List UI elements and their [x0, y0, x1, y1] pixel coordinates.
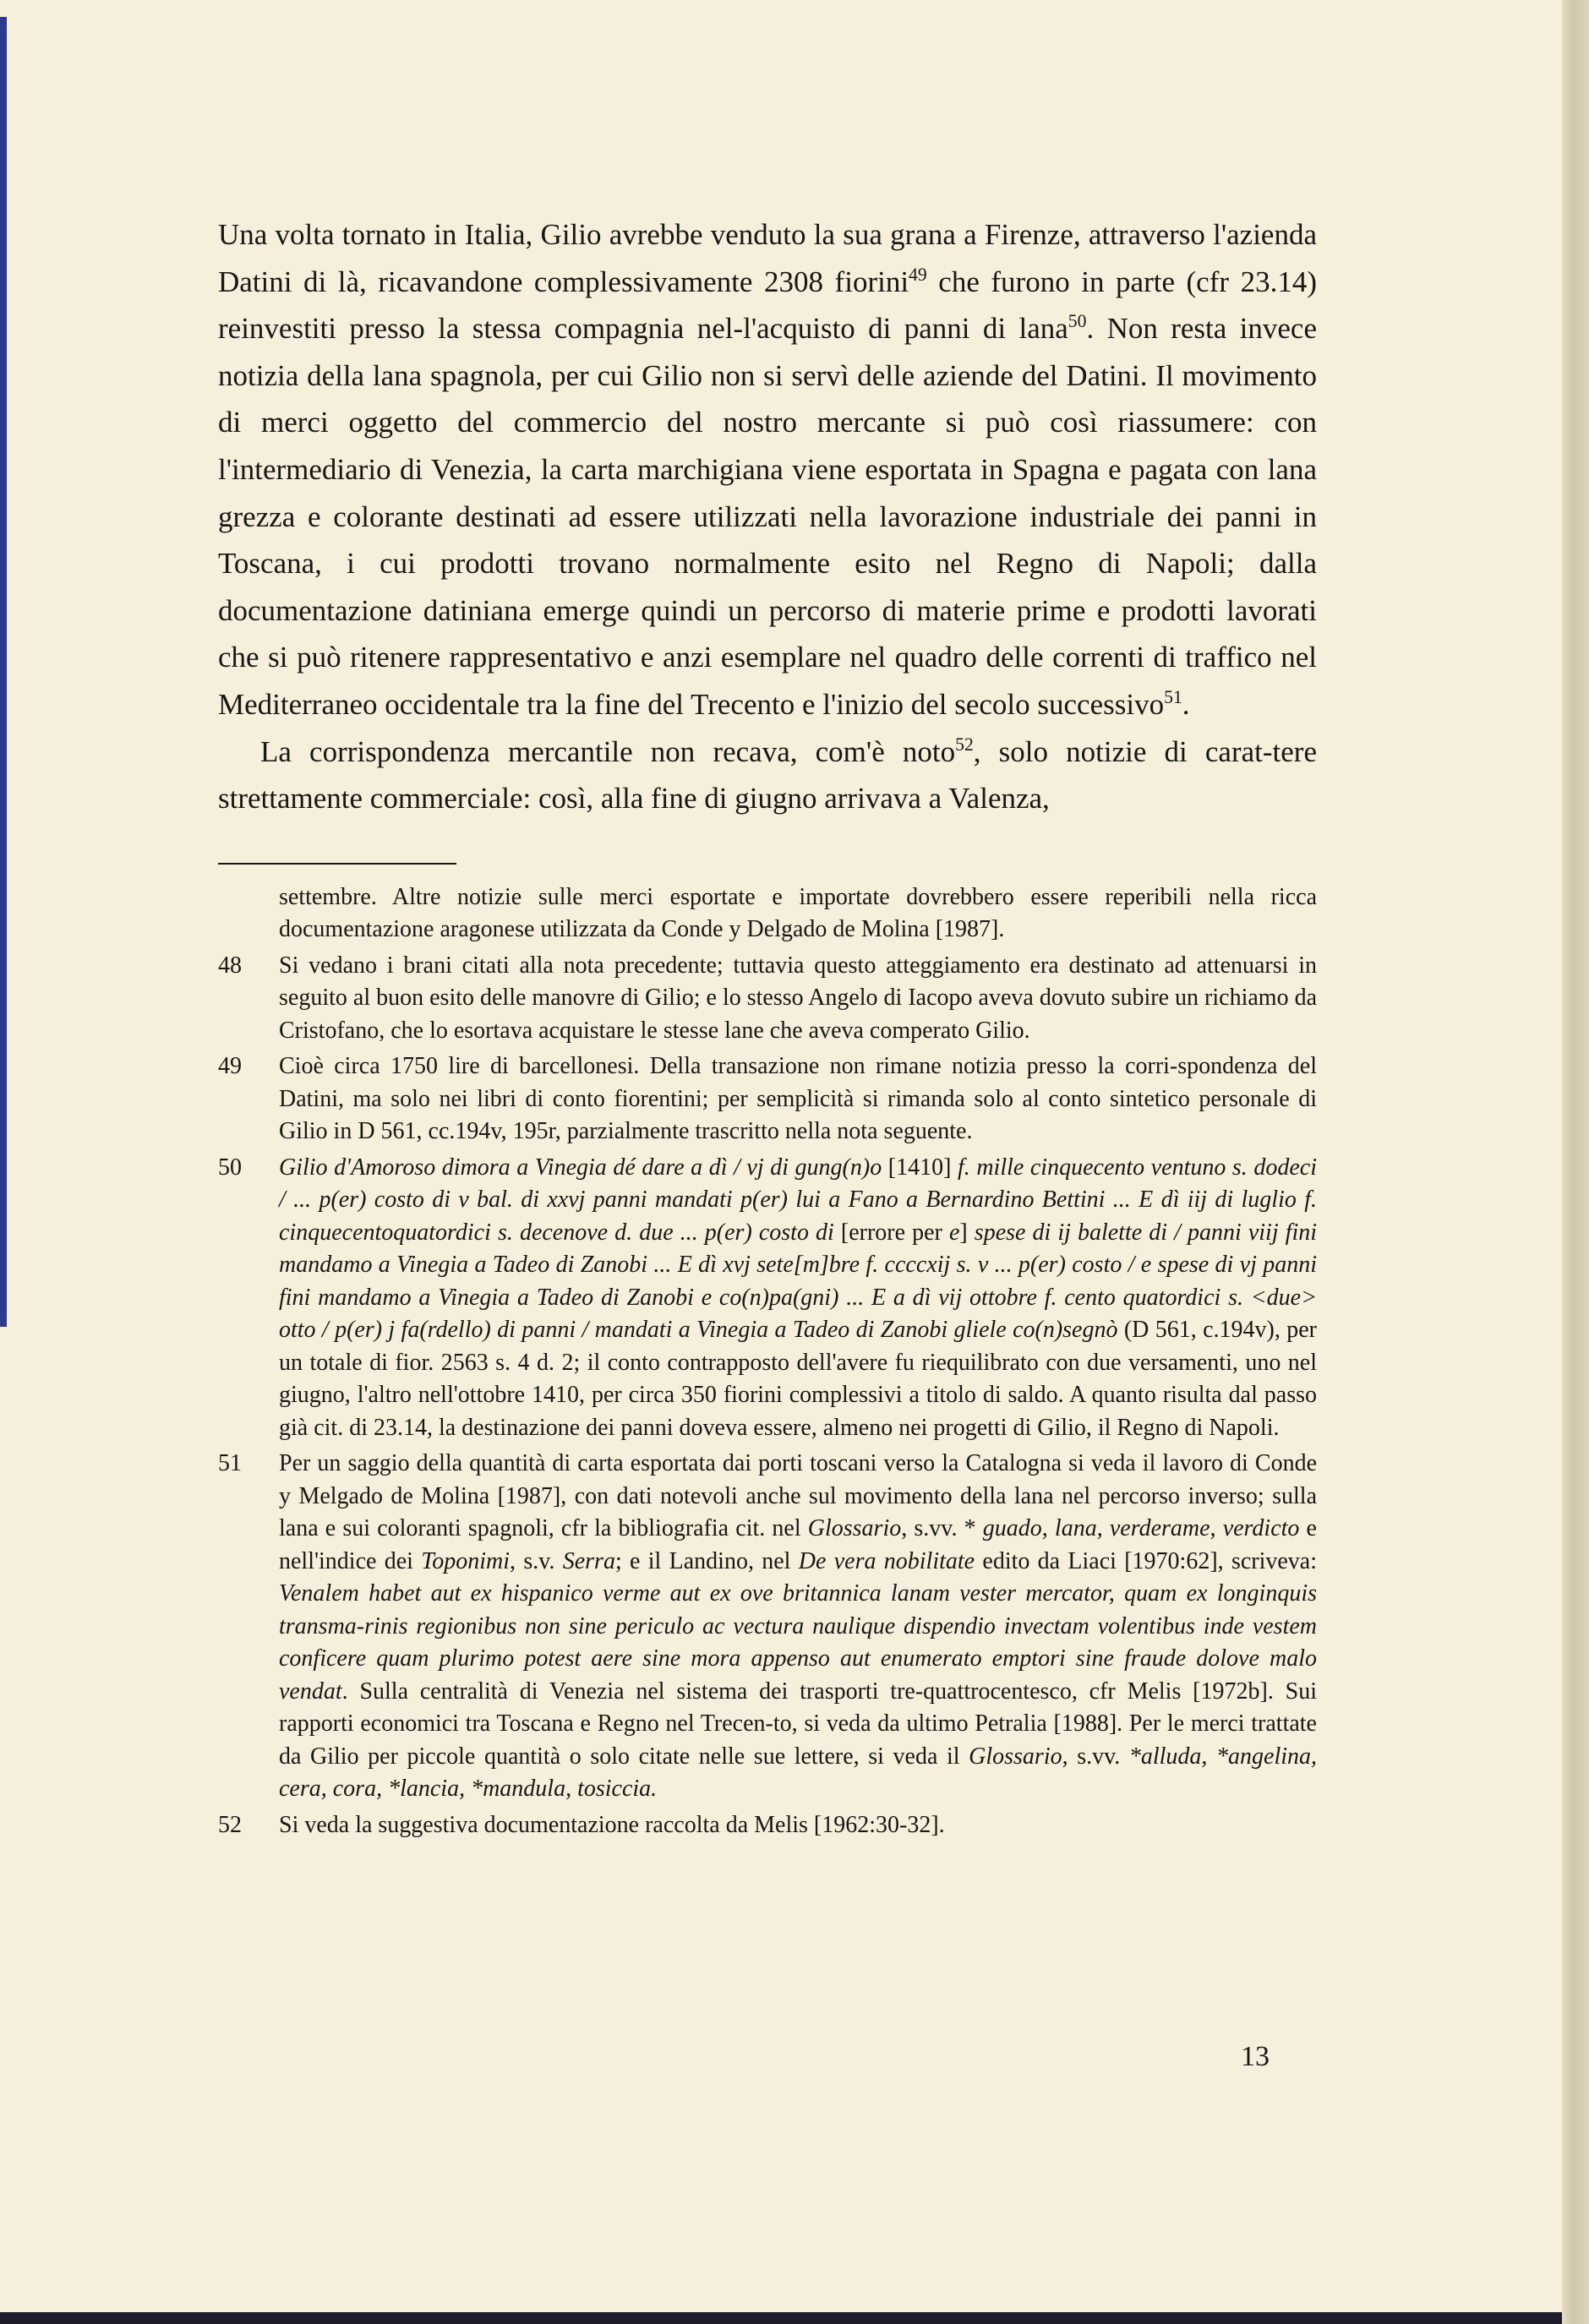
text-run: [1410]	[882, 1154, 958, 1181]
text-run: Si vedano i brani citati alla nota precedente; tuttavia questo atteggiamento era destinato ad attenuarsi in seguito al buon esito delle manovre di Gilio; e lo stesso Angelo di Iacopo aveva dovuto subire un richiamo da Cristofano, che lo esortava acquistare le stesse lane che aveva comperato Gilio.	[279, 952, 1317, 1044]
footnote-rule	[218, 863, 456, 865]
text-run: settembre. Altre notizie sulle merci esportate e importate dovrebbero essere reperibili nella ricca documentazione aragonese utilizzata da Conde y Delgado de Molina [1987].	[279, 883, 1317, 943]
main-text	[218, 211, 1317, 822]
text-run: (D 561, c.194v), per un totale di fior. 2563 s. 4 d. 2; il conto contrapposto dell'avere fu riequilibrato con due versamenti, uno nel giugno, l'altro nell'ottobre 1410, per circa 350 fiorini complessivi a titolo di saldo. A quanto risulta dal passo già cit. di 23.14, la destinazione dei panni doveva essere, almeno nei progetti di Gilio, il Regno di Napoli.	[279, 1317, 1317, 1441]
italic-text: e	[948, 1219, 960, 1246]
page-edge	[1562, 0, 1589, 2324]
paragraph-1	[218, 211, 1317, 728]
text-run: ; e il Landino, nel	[614, 1547, 799, 1574]
text-run: , s.vv.	[1062, 1743, 1129, 1770]
footnote-number: 50	[218, 1154, 242, 1181]
footnote-ref: 50	[1068, 311, 1087, 332]
footnote-52	[218, 1809, 1317, 1842]
footnotes	[218, 881, 1317, 1842]
footnote-51	[218, 1448, 1317, 1806]
footnote-ref: 52	[955, 734, 974, 755]
italic-text: Gilio d'Amoroso dimora a Vinegia dé dare a dì / vj di gung(n)o	[279, 1154, 882, 1181]
text-run: , s.vv. *	[901, 1515, 983, 1542]
text-run: , s.v.	[510, 1547, 563, 1574]
italic-text: *alluda, *angelina, cera, cora, *lancia, *mandula, tosiccia.	[279, 1743, 1318, 1803]
text-run: ]	[959, 1219, 975, 1246]
text-run: Cioè circa 1750 lire di barcellonesi. Della transazione non rimane notizia presso la corri-spondenza del Datini, ma solo nei libri di conto fiorentini; per semplicità si rimanda solo al conto sintetico personale di Gilio in D 561, cc.194v, 195r, parzialmente trascritto nella nota seguente.	[279, 1053, 1317, 1145]
footnote-number: 52	[218, 1811, 242, 1838]
text-run: Per un saggio della quantità di carta esportata dai porti toscani verso la Catalogna si veda il lavoro di Conde y Melgado de Molina [1987], con dati notevoli anche sul movimento della lana nel percorso inverso; sulla lana e sui coloranti spagnoli, cfr la bibliografia cit. nel	[279, 1450, 1317, 1542]
text-run: La corrispondenza mercantile non recava, com'è noto	[260, 734, 956, 768]
scan-bottom-band	[0, 2312, 1562, 2324]
footnote-49	[218, 1050, 1317, 1148]
text-run: Si veda la suggestiva documentazione raccolta da Melis [1962:30-32].	[279, 1811, 945, 1838]
text-run: .	[1182, 687, 1190, 721]
footnote-number: 48	[218, 952, 242, 979]
footnote-number: 49	[218, 1053, 242, 1080]
footnote-ref: 49	[909, 264, 927, 285]
page-number: 13	[1241, 2041, 1270, 2072]
footnote-continued	[218, 881, 1317, 947]
paragraph-2	[218, 728, 1317, 822]
italic-text: f. mille cinquecento ventuno s. dodeci / ... p(er) costo di v bal. di xxvj panni mandati p(er) lui a Fano a Bernardino Bettini ... E dì iij di luglio f. cinquecentoquatordici s. decenove d. due ... p(er) costo di	[279, 1154, 1317, 1246]
text-run: edito da Liaci [1970:62], scriveva:	[975, 1547, 1318, 1574]
text-run: e nell'indice dei	[279, 1515, 1317, 1574]
text-run: Una volta tornato in Italia, Gilio avrebbe venduto la sua grana a Firenze, attraverso l'azienda Datini di là, ricavandone complessivamente 2308 fiorini	[218, 218, 1317, 298]
text-run: , solo notizie di carat-tere strettamente commerciale: così, alla fine di giugno arrivava a Valenza,	[218, 734, 1317, 816]
italic-text: De vera nobilitate	[798, 1547, 975, 1574]
text-run: . Sulla centralità di Venezia nel sistema dei trasporti tre-quattrocentesco, cfr Melis [1972b]. Sui rapporti economici tra Toscana e Regno nel Trecen-to, si veda da ultimo Petralia [1988]. Per le merci trattate da Gilio per piccole quantità o solo citate nelle sue lettere, si veda il	[279, 1678, 1317, 1770]
italic-text: Toponimi	[421, 1547, 511, 1574]
footnote-ref: 51	[1164, 686, 1182, 707]
footnote-50	[218, 1152, 1317, 1445]
text-run: che furono in parte (cfr 23.14) reinvestiti presso la stessa compagnia nel-l'acquisto di panni di lana	[218, 265, 1317, 346]
italic-text: spese di ij balette di / panni viij fini mandamo a Vinegia a Tadeo di Zanobi ... E dì xvj sete[m]bre f. ccccxij s. v ... p(er) costo / e spese di vj panni fini mandamo a Vinegia a Tadeo di Zanobi e co(n)pa(gni) ... E a dì vij ottobre f. cento quatordici s. <due> otto / p(er) j fa(rdello) di panni / mandati a Vinegia a Tadeo di Zanobi gliele co(n)segnò	[279, 1219, 1318, 1344]
footnote-48	[218, 950, 1317, 1048]
italic-text: Glossario	[969, 1743, 1062, 1770]
italic-text: Serra	[562, 1547, 615, 1574]
text-run: . Non resta invece notizia della lana spagnola, per cui Gilio non si servì delle aziende del Datini. Il movimento di merci oggetto del commercio del nostro mercante si può così riassumere: con l'intermediario di Venezia, la carta marchigiana viene esportata in Spagna e pagata con lana grezza e colorante destinati ad essere utilizzati nella lavorazione industriale dei panni in Toscana, i cui prodotti trovano normalmente esito nel Regno di Napoli; dalla documentazione datiniana emerge quindi un percorso di materie prime e prodotti lavorati che si può ritenere rappresentativo e anzi esemplare nel quadro delle correnti di traffico nel Mediterraneo occidentale tra la fine del Trecento e l'inizio del secolo successivo	[218, 312, 1317, 721]
italic-text: Glossario	[807, 1515, 902, 1542]
italic-text: guado, lana, verderame, verdicto	[982, 1515, 1300, 1542]
binding-strip	[0, 17, 7, 1327]
page-content	[218, 211, 1317, 1845]
text-run: [errore per	[833, 1219, 949, 1246]
footnote-number: 51	[218, 1450, 242, 1477]
italic-text: Venalem habet aut ex hispanico verme aut ex ove britannica lanam vester mercator, quam ex longinquis transma-rinis regionibus non sine periculo ac vectura naulique dispendio invectam volentibus inde vestem conficere quam plurimo potest aere sine mora appenso aut enumerato emptori sine fraude dolove malo vendat	[279, 1580, 1317, 1705]
